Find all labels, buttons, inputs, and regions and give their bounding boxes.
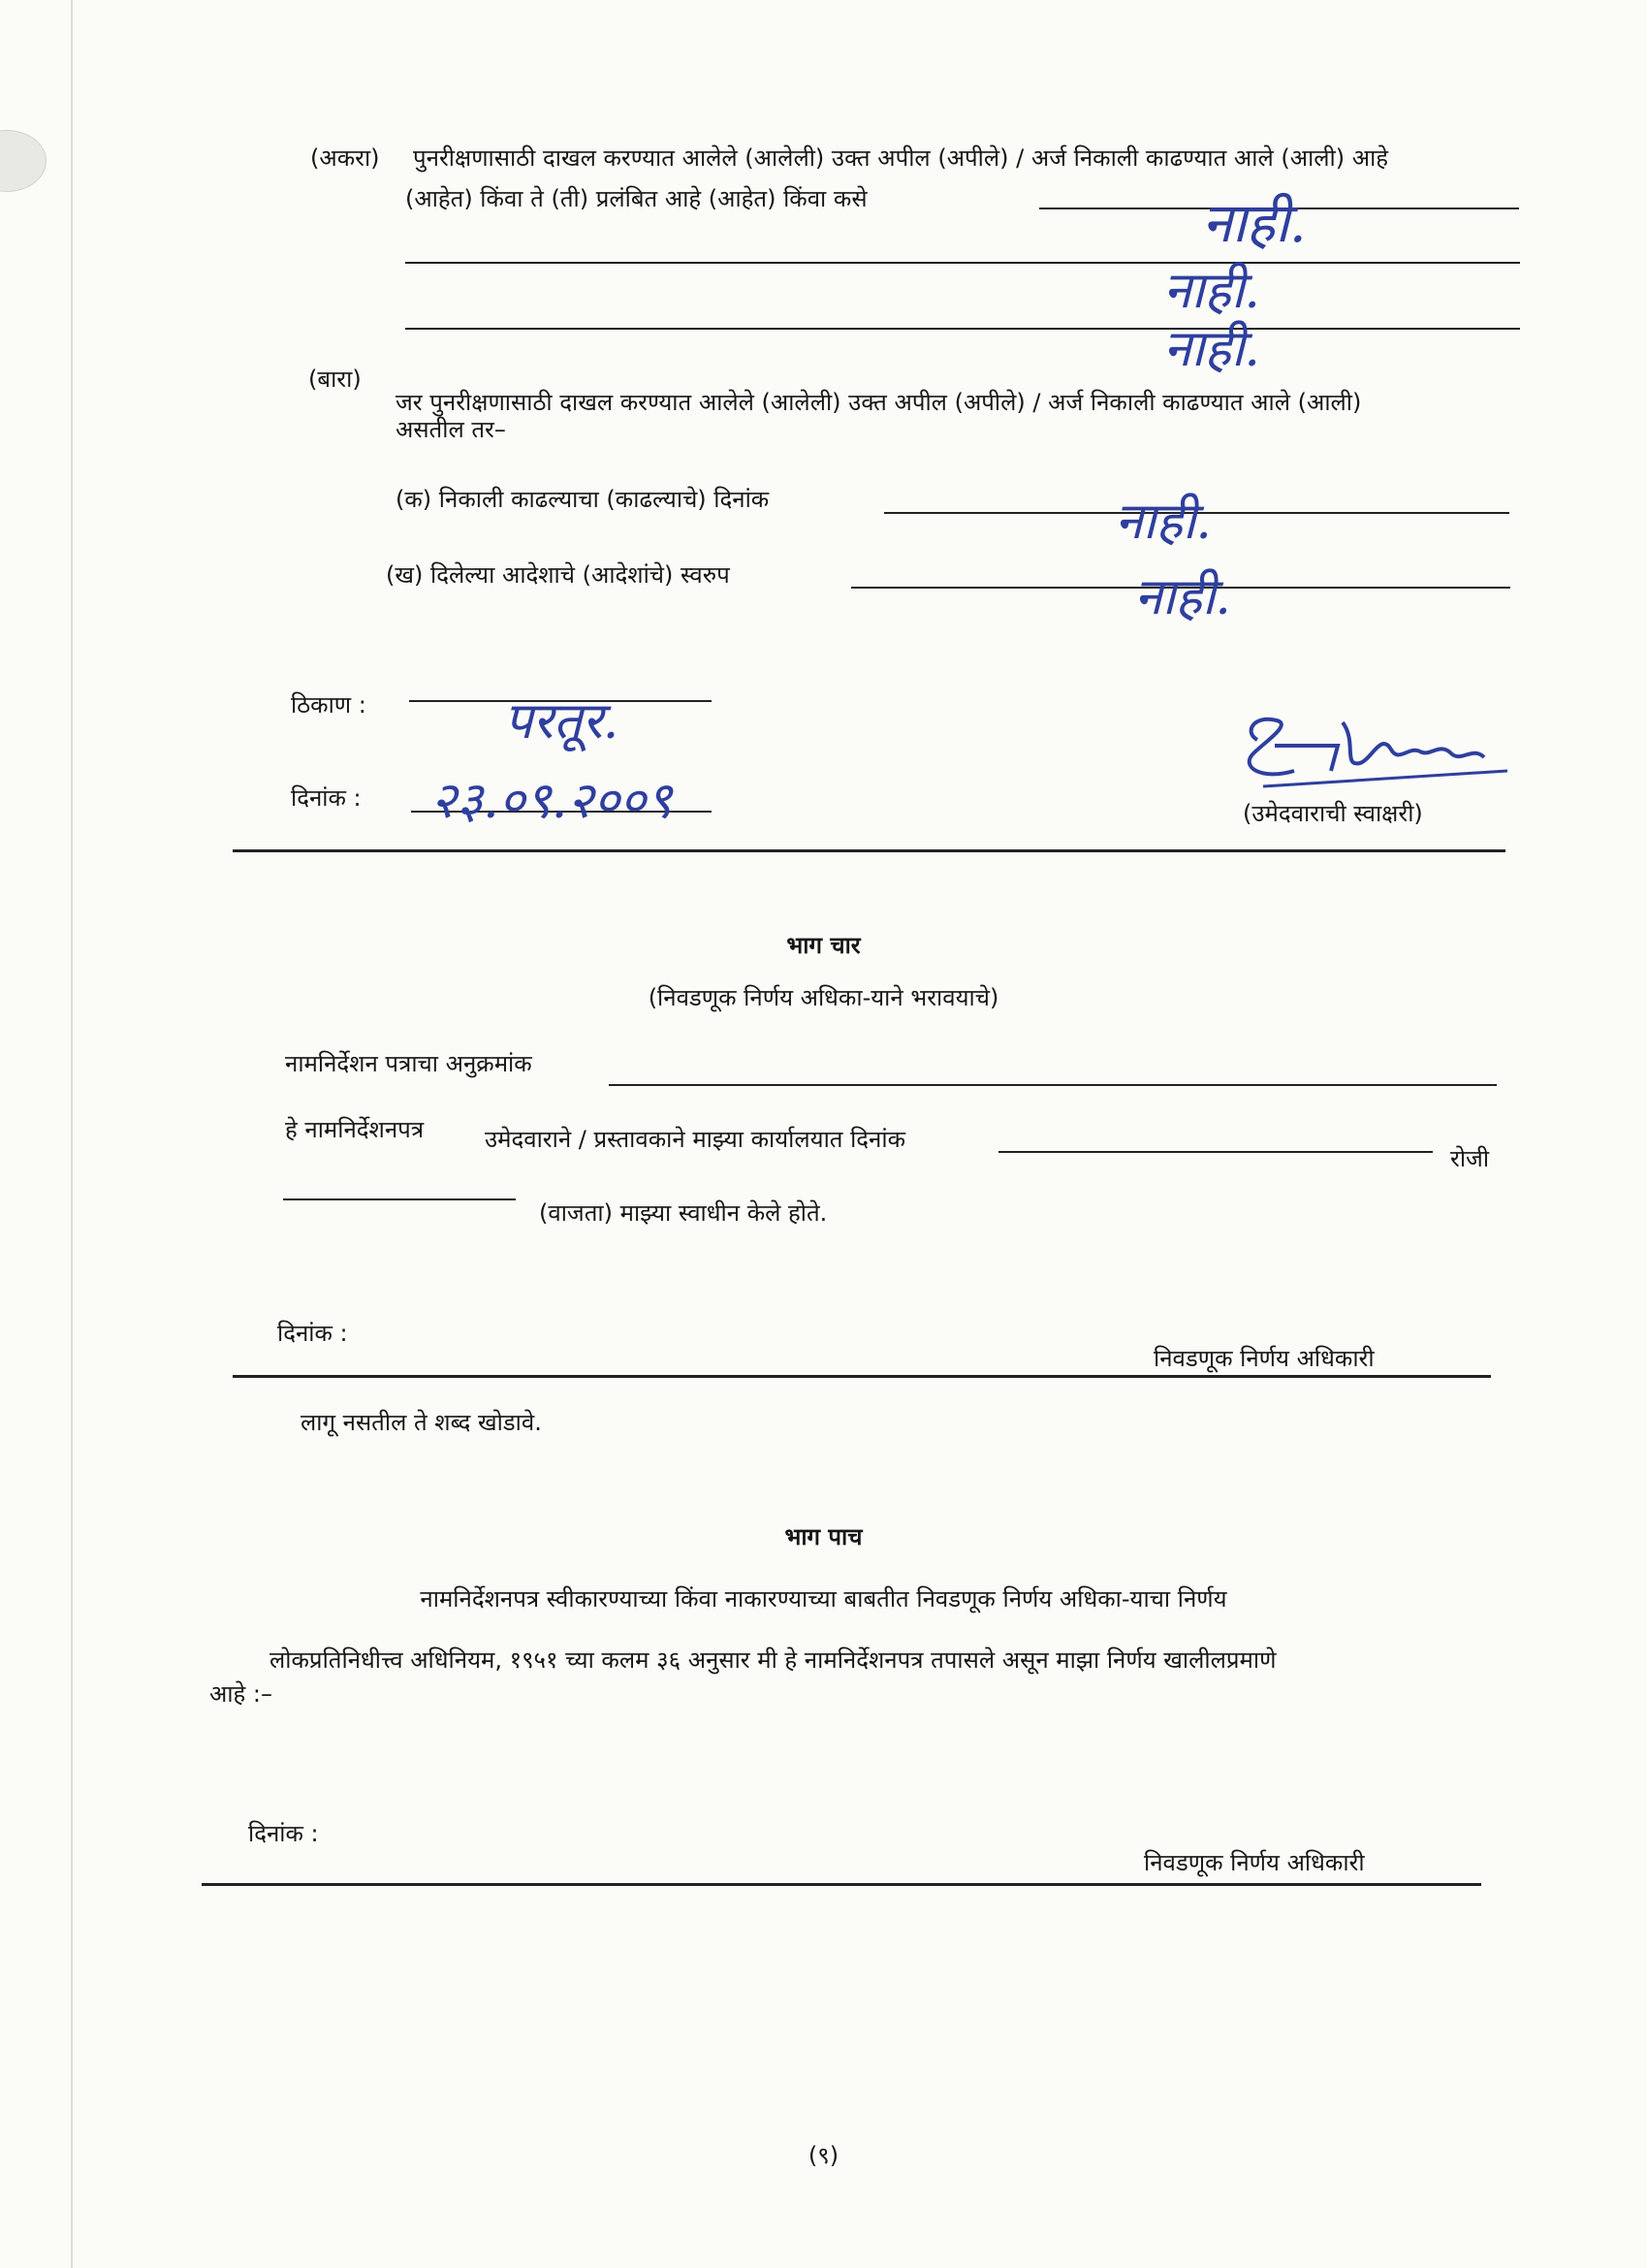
place-label: ठिकाण :	[291, 691, 366, 719]
handwritten-answer-11b: नाही.	[1163, 262, 1260, 320]
answer-line-11b	[405, 262, 1520, 264]
section-12-text-line1: जर पुनरीक्षणासाठी दाखल करण्यात आलेले (आलेली) उक्त अपील (अपीले) / अर्ज निकाली काढण्यात आले (आली)	[396, 389, 1362, 416]
handwritten-answer-11a: नाही.	[1202, 192, 1307, 255]
part5-body-line2: आहे :–	[209, 1680, 272, 1708]
strike-note: लागू नसतील ते शब्द खोडावे.	[301, 1409, 542, 1436]
received-date-line	[998, 1151, 1433, 1153]
part-divider-1	[233, 849, 1505, 852]
part5-title: भाग पाच	[784, 1523, 863, 1550]
part5-officer-label: निवडणूक निर्णय अधिकारी	[1144, 1849, 1365, 1876]
received-roji: रोजी	[1450, 1145, 1490, 1172]
received-line2: (वाजता) माझ्या स्वाधीन केले होते.	[539, 1199, 828, 1227]
part4-date-label: दिनांक :	[277, 1320, 348, 1347]
candidate-signature	[1236, 703, 1517, 800]
page-number: (९)	[808, 2142, 839, 2169]
part4-subtitle: (निवडणूक निर्णय अधिका-याने भरावयाचे)	[648, 984, 999, 1011]
date-label: दिनांक :	[291, 784, 362, 812]
handwritten-place: परतूर.	[504, 692, 619, 751]
part-divider-2	[233, 1375, 1491, 1378]
handwritten-order-nature: नाही.	[1134, 568, 1231, 626]
serial-number-line	[609, 1084, 1497, 1086]
answer-line-11c	[405, 328, 1520, 330]
disposal-date-label: (क) निकाली काढल्याचा (काढल्याचे) दिनांक	[396, 486, 770, 513]
part4-title: भाग चार	[786, 932, 861, 959]
part4-officer-label: निवडणूक निर्णय अधिकारी	[1154, 1345, 1375, 1372]
candidate-signature-label: (उमेदवाराची स्वाक्षरी)	[1243, 800, 1423, 827]
serial-number-label: नामनिर्देशन पत्राचा अनुक्रमांक	[285, 1050, 532, 1077]
handwritten-answer-11c: नाही.	[1163, 320, 1260, 378]
punch-hole	[0, 130, 47, 192]
part5-date-label: दिनांक :	[248, 1820, 319, 1847]
part-divider-3	[202, 1883, 1481, 1886]
received-line1b: उमेदवाराने / प्रस्तावकाने माझ्या कार्यालयात दिनांक	[485, 1126, 906, 1153]
part5-subtitle: नामनिर्देशनपत्र स्वीकारण्याच्या किंवा नाकारण्याच्या बाबतीत निवडणूक निर्णय अधिका-याचा निर्णय	[420, 1585, 1227, 1613]
received-time-line	[283, 1198, 516, 1200]
section-12-text-line2: असतील तर–	[396, 416, 506, 443]
received-line1: हे नामनिर्देशनपत्र	[285, 1116, 425, 1143]
page-edge	[71, 0, 73, 2268]
handwritten-date: २३.०९.२००९	[430, 772, 673, 830]
part5-body-line1: लोकप्रतिनिधीत्त्व अधिनियम, १९५१ च्या कलम ३६ अनुसार मी हे नामनिर्देशनपत्र तपासले असून माझा निर्णय खालीलप्रमाणे	[269, 1646, 1277, 1674]
order-nature-label: (ख) दिलेल्या आदेशाचे (आदेशांचे) स्वरुप	[386, 561, 730, 589]
handwritten-disposal-date: नाही.	[1115, 493, 1212, 551]
section-11-number: (अकरा)	[310, 144, 380, 172]
section-12-number: (बारा)	[308, 366, 362, 393]
section-11-text-line2: (आहेत) किंवा ते (ती) प्रलंबित आहे (आहेत) किंवा कसे	[405, 185, 868, 212]
section-11-text-line1: पुनरीक्षणासाठी दाखल करण्यात आलेले (आलेली) उक्त अपील (अपीले) / अर्ज निकाली काढण्यात आले (आली) आहे	[413, 144, 1389, 172]
